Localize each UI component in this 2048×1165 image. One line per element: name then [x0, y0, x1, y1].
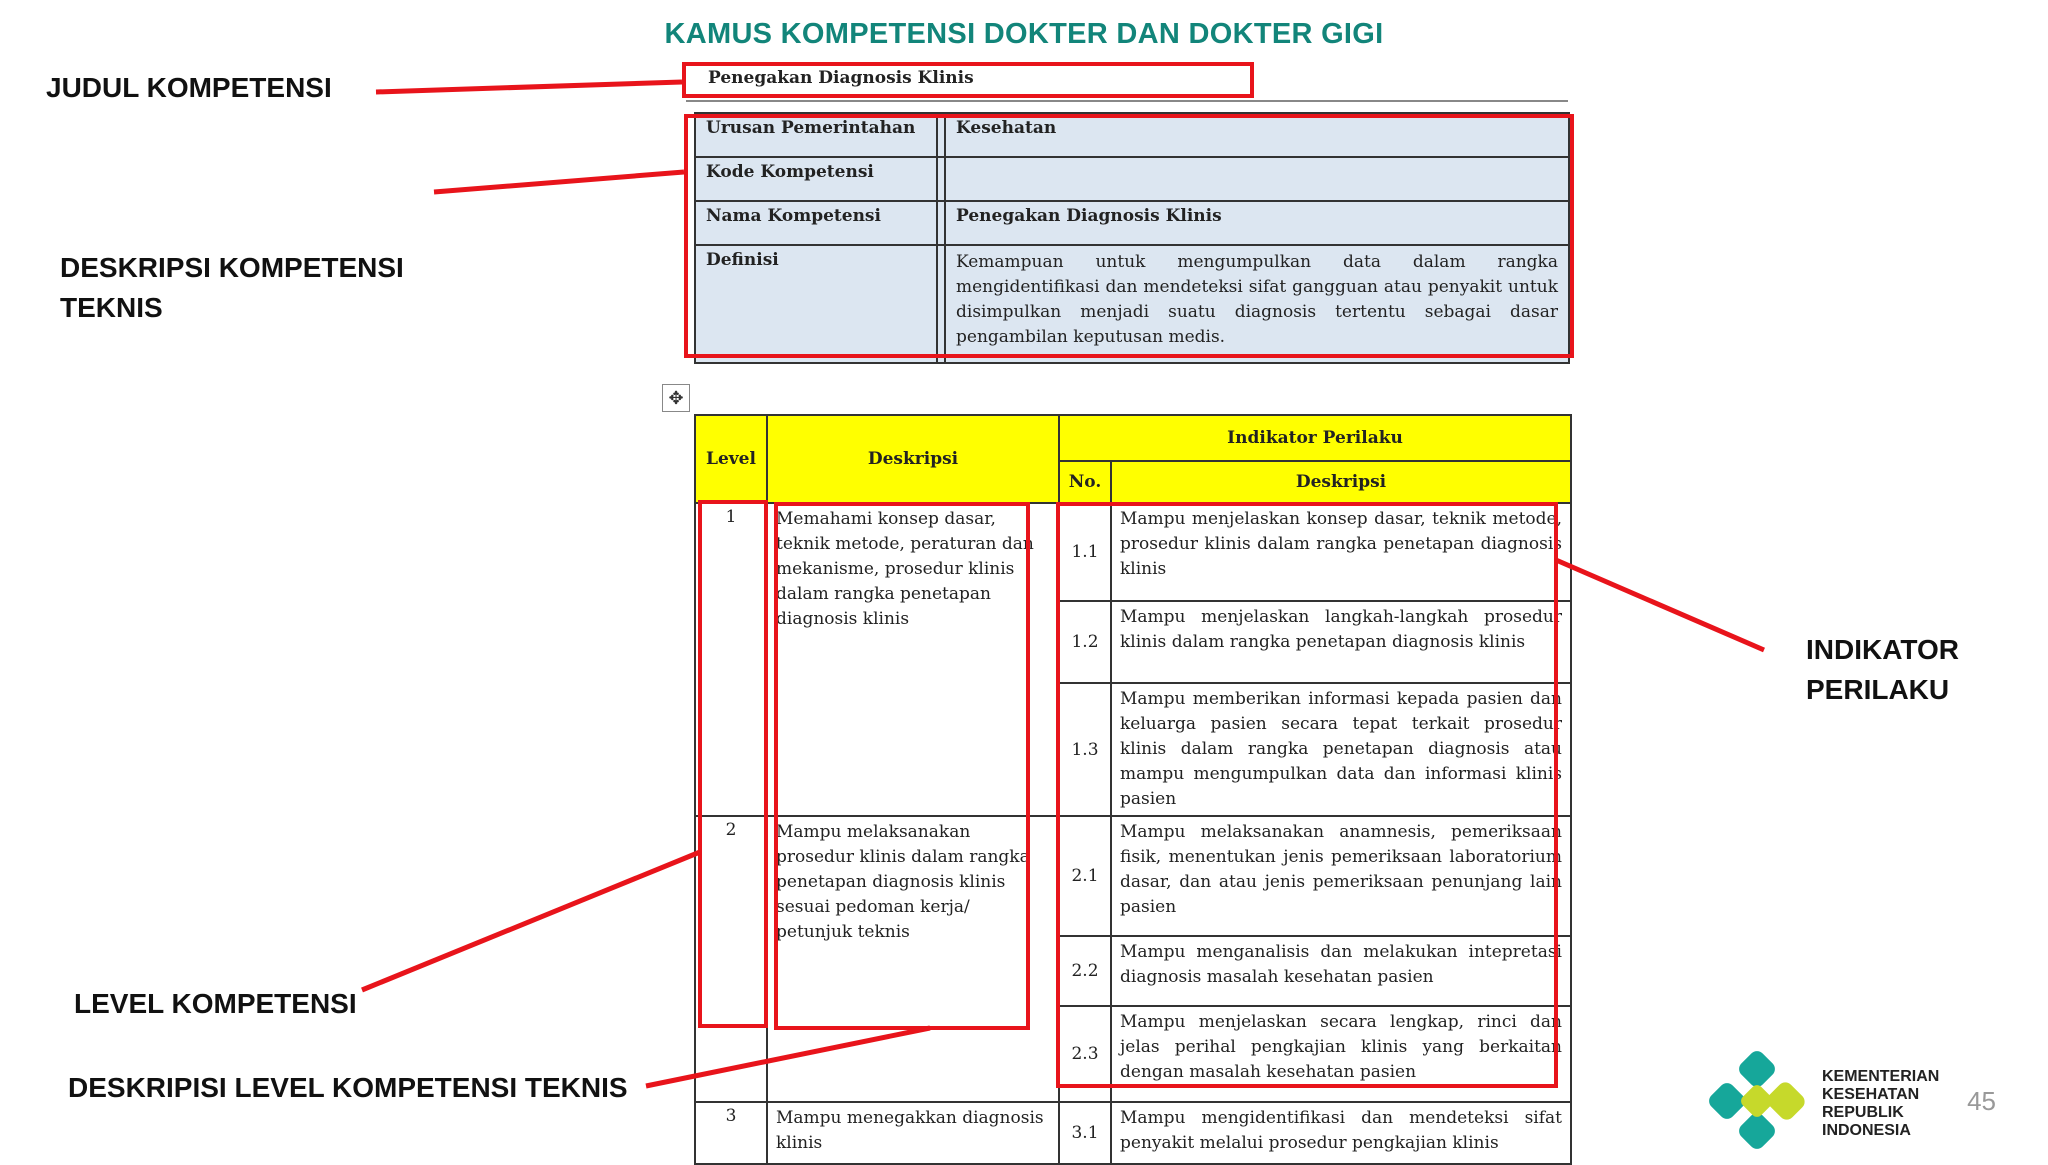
- indicator-text: Mampu memberikan informasi kepada pasien dan keluarga pasien secara tepat terkait prosedur klinis dalam rangka penetapan diagnosis atau mampu mengumpulkan data dan informasi klinis pasien: [1111, 683, 1571, 816]
- callout-deskripsi-line2: TEKNIS: [60, 292, 163, 323]
- connector-deskripsi: [434, 172, 684, 192]
- indicator-no: 2.3: [1059, 1006, 1111, 1102]
- indicator-text: Mampu menjelaskan langkah-langkah prosedur klinis dalam rangka penetapan diagnosis klinis: [1111, 601, 1571, 683]
- row-key: Nama Kompetensi: [695, 201, 937, 245]
- indicator-text: Mampu melaksanakan anamnesis, pemeriksaan fisik, menentukan jenis pemeriksaan laboratorium dasar, dan atau jenis pemeriksaan penunjang lain pasien: [1111, 816, 1571, 936]
- indicator-text: Mampu menjelaskan secara lengkap, rinci dan jelas perihal pengkajian klinis yang berkaitan dengan masalah kesehatan pasien: [1111, 1006, 1571, 1102]
- indicator-no: 1.2: [1059, 601, 1111, 683]
- logo-line3: REPUBLIK: [1822, 1104, 1904, 1121]
- connector-level: [362, 852, 700, 990]
- header-level: Level: [695, 415, 767, 503]
- callout-indikator-line2: PERILAKU: [1806, 674, 1950, 705]
- table-move-handle-icon[interactable]: ✥: [662, 384, 690, 412]
- header-no: No.: [1059, 461, 1111, 503]
- page-number: 45: [1967, 1086, 1996, 1116]
- indicator-no: 2.2: [1059, 936, 1111, 1006]
- logo-line2: KESEHATAN: [1822, 1086, 1920, 1103]
- indicator-text: Mampu menganalisis dan melakukan intepretasi diagnosis masalah kesehatan pasien: [1111, 936, 1571, 1006]
- header-indikator-deskripsi: Deskripsi: [1111, 461, 1571, 503]
- row-value: Kesehatan: [945, 113, 1569, 157]
- indicator-no: 1.1: [1059, 503, 1111, 601]
- indicator-text: Mampu mengidentifikasi dan mendeteksi sifat penyakit melalui prosedur pengkajian klinis: [1111, 1102, 1571, 1164]
- row-key: Kode Kompetensi: [695, 157, 937, 201]
- connector-deskripsi-level: [646, 1028, 930, 1086]
- level-number: 3: [695, 1102, 767, 1164]
- level-description: Memahami konsep dasar, teknik metode, peraturan dan mekanisme, prosedur klinis dalam rangka penetapan diagnosis klinis: [767, 503, 1059, 816]
- kemenkes-logo-icon: [1706, 1050, 1810, 1150]
- callout-indikator-line1: INDIKATOR: [1806, 634, 1959, 665]
- connector-indikator: [1556, 560, 1764, 650]
- row-key: Urusan Pemerintahan: [695, 113, 937, 157]
- competency-title: Penegakan Diagnosis Klinis: [708, 68, 974, 88]
- connector-judul: [376, 82, 682, 92]
- header-deskripsi: Deskripsi: [767, 415, 1059, 503]
- level-description: Mampu menegakkan diagnosis klinis: [767, 1102, 1059, 1164]
- row-value-definition: Kemampuan untuk mengumpulkan data dalam rangka mengidentifikasi dan mendeteksi sifat gangguan atau penyakit untuk disimpulkan menjadi suatu diagnosis tertentu sebagai dasar pengambilan keputusan medis.: [945, 245, 1569, 363]
- level-description: Mampu melaksanakan prosedur klinis dalam rangka penetapan diagnosis klinis sesuai pedoman kerja/ petunjuk teknis: [767, 816, 1059, 1102]
- level-number: 2: [695, 816, 767, 1102]
- indicator-text: Mampu menjelaskan konsep dasar, teknik metode, prosedur klinis dalam rangka penetapan diagnosis klinis: [1111, 503, 1571, 601]
- indicator-no: 3.1: [1059, 1102, 1111, 1164]
- level-number: 1: [695, 503, 767, 816]
- header-indikator-perilaku: Indikator Perilaku: [1059, 415, 1571, 461]
- indicator-no: 1.3: [1059, 683, 1111, 816]
- callout-level-kompetensi: LEVEL KOMPETENSI: [74, 988, 357, 1019]
- slide-title: KAMUS KOMPETENSI DOKTER DAN DOKTER GIGI: [664, 18, 1384, 50]
- logo-line1: KEMENTERIAN: [1822, 1068, 1940, 1085]
- logo-text: [1822, 1068, 1939, 1140]
- logo-line4: INDONESIA: [1822, 1122, 1911, 1139]
- row-key: Definisi: [695, 245, 937, 363]
- callout-deskripsi-line1: DESKRIPSI KOMPETENSI: [60, 252, 404, 283]
- callout-judul-kompetensi: JUDUL KOMPETENSI: [46, 72, 332, 103]
- row-value: Penegakan Diagnosis Klinis: [945, 201, 1569, 245]
- callout-deskripsi-level: DESKRIPISI LEVEL KOMPETENSI TEKNIS: [68, 1072, 628, 1103]
- indicator-no: 2.1: [1059, 816, 1111, 936]
